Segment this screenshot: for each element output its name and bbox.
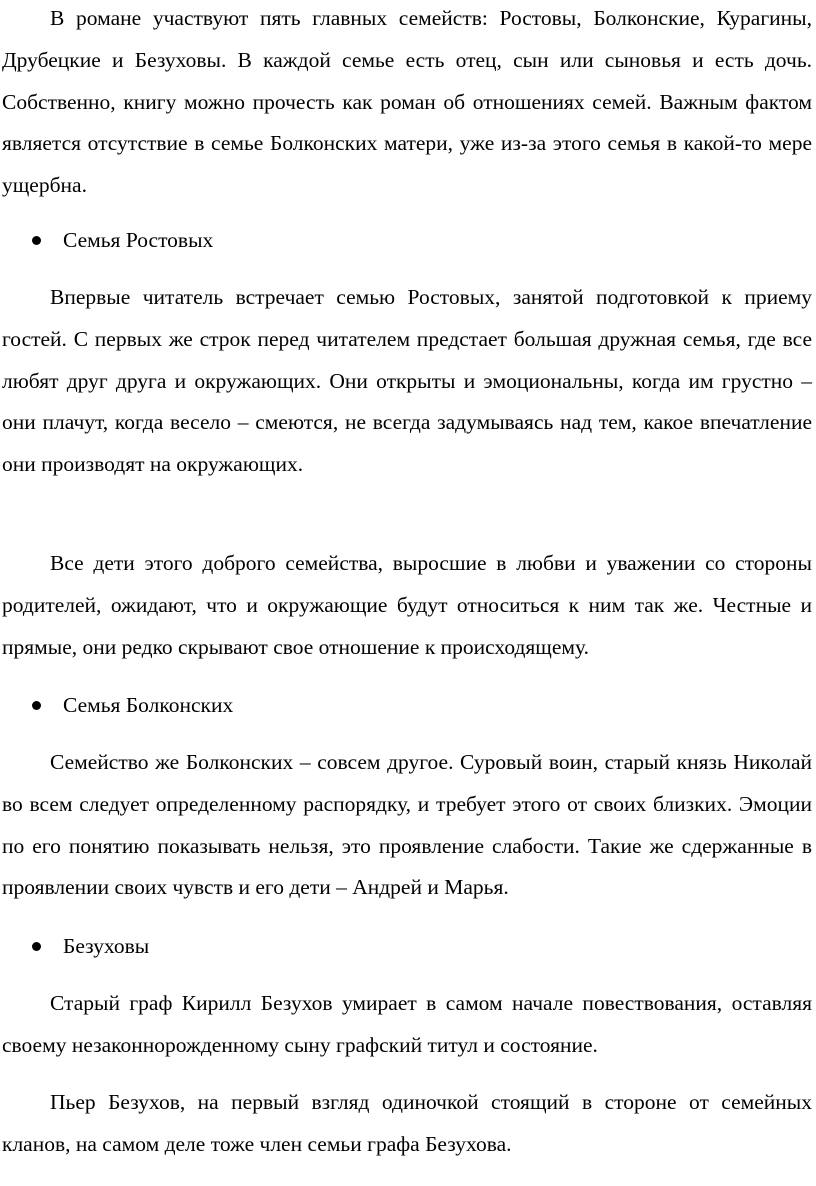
count-paragraph-block xyxy=(2,983,812,1067)
bullet-dot-icon xyxy=(32,942,41,951)
pierre-paragraph: Пьер Безухов, на первый взгляд одиночкой стоящий в стороне от семейных кланов, на самом деле тоже член семьи графа Безухова. xyxy=(2,1090,812,1156)
bullet-item xyxy=(2,926,812,968)
bullet-label-rostov: Семья Ростовых xyxy=(63,228,214,252)
children-paragraph-block xyxy=(2,543,812,668)
bolkonsky-paragraph: Семейство же Болконских – совсем другое. Суровый воин, старый князь Николай во всем следует определенному распорядку, и требует этого от своих близких. Эмоции по его понятию показывать нельзя, это проявление слабости. Такие же сдержанные в проявлении своих чувств и его дети – Андрей и Марья. xyxy=(2,750,812,900)
bullet-item xyxy=(2,685,812,727)
bullet-label-bezukhov: Безуховы xyxy=(63,934,150,958)
children-paragraph: Все дети этого доброго семейства, выросшие в любви и уважении со стороны родителей, ожидают, что и окружающие будут относиться к ним так же. Честные и прямые, они редко скрывают свое отношение к происходящему. xyxy=(2,551,812,659)
bullet-bolkonsky-block xyxy=(2,685,812,727)
bullet-rostov-block xyxy=(2,220,812,262)
count-paragraph: Старый граф Кирилл Безухов умирает в самом начале повествования, оставляя своему незаконнорожденному сыну графский титул и состояние. xyxy=(2,991,812,1057)
intro-paragraph-block xyxy=(2,0,812,207)
bullet-dot-icon xyxy=(32,236,41,245)
pierre-paragraph-block xyxy=(2,1082,812,1166)
bullet-item xyxy=(2,220,812,262)
bolkonsky-paragraph-block xyxy=(2,742,812,909)
bullet-label-bolkonsky: Семья Болконских xyxy=(63,693,234,717)
intro-paragraph: В романе участвуют пять главных семейств: Ростовы, Болконские, Курагины, Друбецкие и Безуховы. В каждой семье есть отец, сын или сыновья и есть дочь. Собственно, книгу можно прочесть как роман об отношениях семей. Важным фактом является отсутствие в семье Болконских матери, уже из-за этого семья в какой-то мере ущербна. xyxy=(2,6,812,198)
bullet-dot-icon xyxy=(32,701,41,710)
bullet-bezukhov-block xyxy=(2,926,812,968)
rostov-paragraph-block xyxy=(2,277,812,486)
rostov-paragraph: Впервые читатель встречает семью Ростовых, занятой подготовкой к приему гостей. С первых же строк перед читателем предстает большая дружная семья, где все любят друг друга и окружающих. Они открыты и эмоциональны, когда им грустно – они плачут, когда весело – смеются, не всегда задумываясь над тем, какое впечатление они производят на окружающих. xyxy=(2,285,812,477)
